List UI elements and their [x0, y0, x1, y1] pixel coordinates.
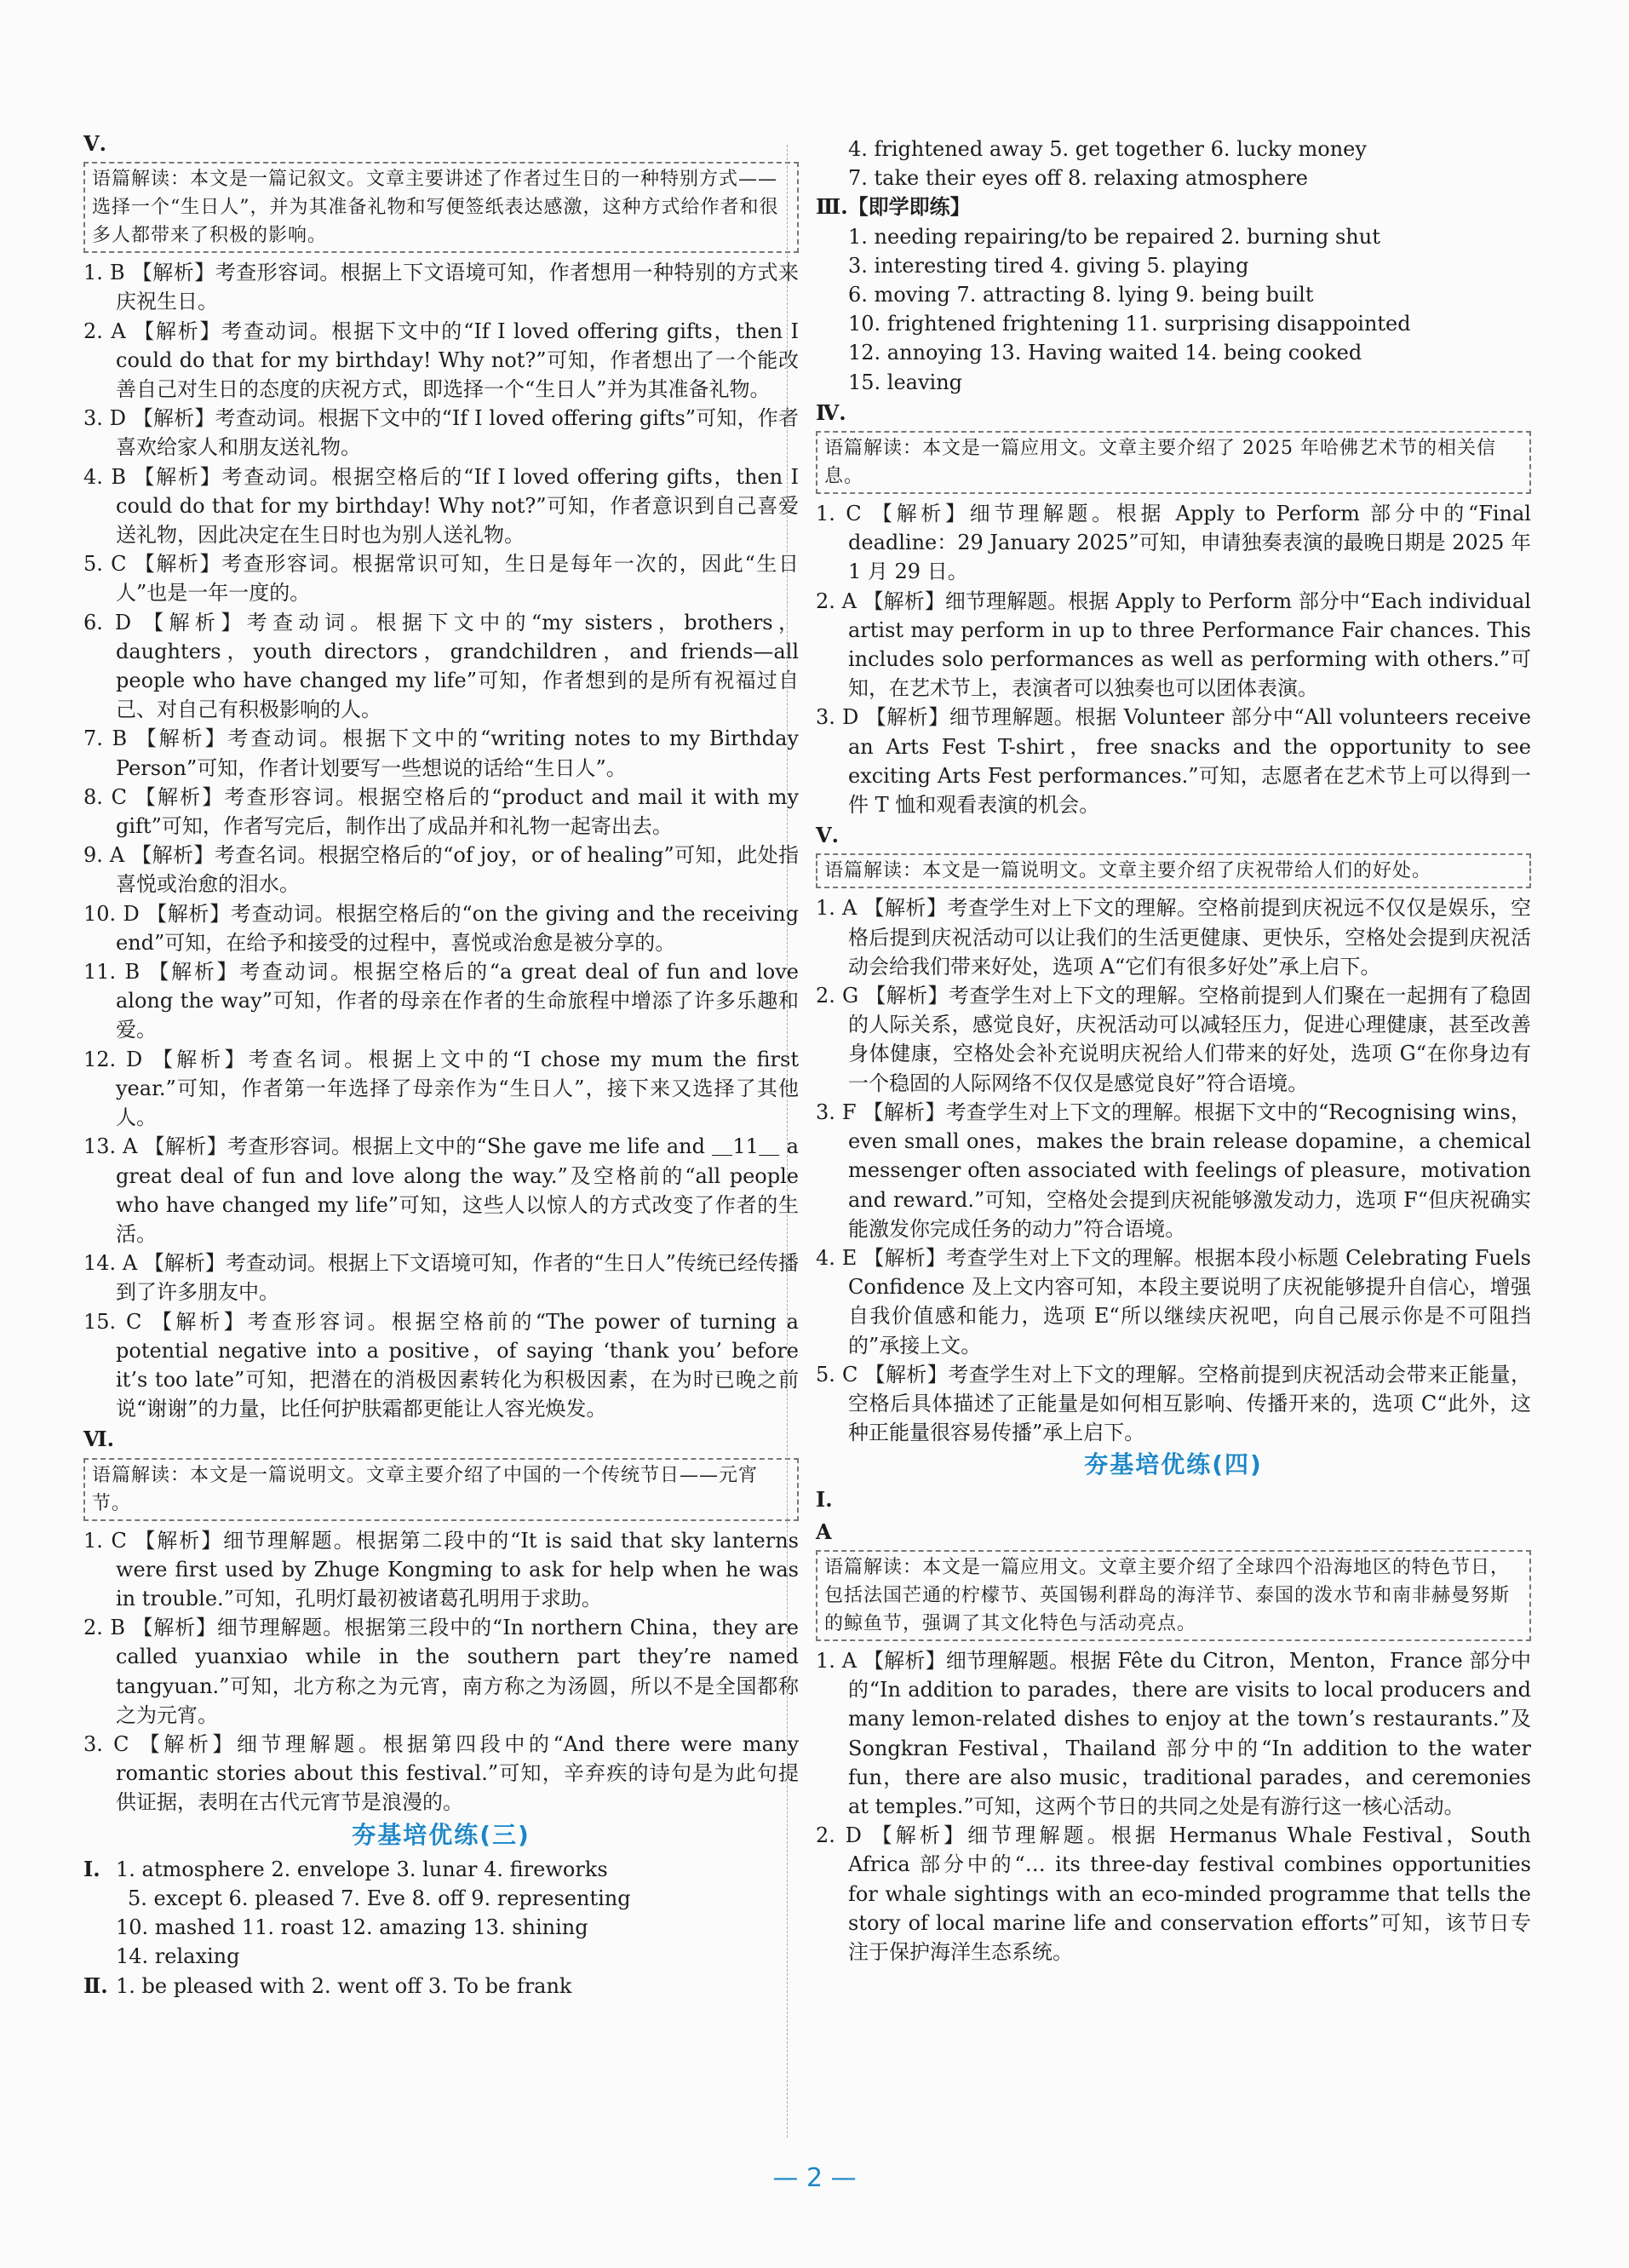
- answer-item: 9. A 【解析】考查名词。根据空格后的“of joy，or of healing”可知，此处指喜悦或治愈的泪水。: [83, 843, 799, 897]
- answer-line: 4. frightened away 5. get together 6. lucky money: [848, 137, 1367, 161]
- answer-line: 10. frightened frightening 11. surprising disappointed: [848, 312, 1411, 336]
- answer-item: 2. A 【解析】细节理解题。根据 Apply to Perform 部分中“Each individual artist may perform in up to three Performance Fair chances. This includes solo performances as well as performing with others.”可知，在艺术节上，表演者可以独奏也可以团体表演。: [816, 589, 1531, 701]
- answer-line: 7. take their eyes off 8. relaxing atmosphere: [848, 166, 1308, 191]
- answer-item: 15. C 【解析】考查形容词。根据空格前的“The power of turning a potential negative into a positive，of saying ‘thank you’ before it’s too late”可知，把潜在的消极因素转化为积极因素，在为时已晚之前说“谢谢”的力量，比任何护肤霜都更能让人容光焕发。: [83, 1309, 799, 1421]
- answer-item: 2. A 【解析】考查动词。根据下文中的“If I loved offering gifts，then I could do that for my birthday! Why not?”可知，作者想出了一个能改善自己对生日的态度的庆祝方式，即选择一个“生日人”并为其准备礼物。: [83, 319, 799, 402]
- answer-line: 14. relaxing: [116, 1944, 240, 1969]
- answer-list: [83, 258, 799, 1423]
- answer-item: 5. C 【解析】考查学生对上下文的理解。空格前提到庆祝活动会带来正能量，空格后具体描述了正能量是如何相互影响、传播开来的，选项 C“此外，这种正能量很容易传播”承上启下。: [816, 1362, 1531, 1445]
- exercise-i-answers: [116, 1855, 631, 1972]
- answer-item: 2. D 【解析】细节理解题。根据 Hermanus Whale Festival，South Africa 部分中的“… its three-day festival combines opportunities for whale sightings with an eco-minded programme that tells the story of local marine life and conservation efforts”可知，该节日专注于保护海洋生态系统。: [816, 1823, 1531, 1964]
- answer-item: 1. C 【解析】细节理解题。根据 Apply to Perform 部分中的“Final deadline：29 January 2025”可知，申请独奏表演的最晚日期是 2025 年 1 月 29 日。: [816, 502, 1531, 584]
- exercise-i: [83, 1855, 799, 1972]
- answer-line: 3. interesting tired 4. giving 5. playing: [848, 253, 1249, 278]
- answer-list: [816, 1646, 1531, 1967]
- answer-item: 8. C 【解析】考查形容词。根据空格后的“product and mail it with my gift”可知，作者写完后，制作出了成品并和礼物一起寄出去。: [83, 784, 799, 839]
- answer-line: 1. needing repairing/to be repaired 2. burning shut: [848, 224, 1380, 249]
- answer-line: 6. moving 7. attracting 8. lying 9. being built: [848, 283, 1314, 307]
- answer-item: 5. C 【解析】考查形容词。根据常识可知，生日是每年一次的，因此“生日人”也是一年一度的。: [83, 552, 799, 606]
- answer-line: 5. except 6. pleased 7. Eve 8. off 9. representing: [128, 1886, 631, 1910]
- answer-line: 12. annoying 13. Having waited 14. being cooked: [848, 341, 1362, 365]
- exercise-ii: [83, 1972, 799, 2001]
- section-vi-heading: Ⅵ.: [83, 1427, 114, 1452]
- passage-summary-box: 语篇解读：本文是一篇说明文。文章主要介绍了庆祝带给人们的好处。: [816, 853, 1531, 888]
- answer-item: 2. B 【解析】细节理解题。根据第三段中的“In northern China，they are called yuanxiao while in the southern part they’re named tangyuan.”可知，北方称之为元宵，南方称之为汤圆，所以不是全国都称之为元宵。: [83, 1616, 799, 1727]
- exercise-title-3: 夯基培优练(三): [352, 1820, 531, 1849]
- section-a-heading: A: [816, 1519, 832, 1544]
- answer-list: [816, 499, 1531, 819]
- answer-item: 10. D 【解析】考查动词。根据空格后的“on the giving and the receiving end”可知，在给予和接受的过程中，喜悦或治愈是被分享的。: [83, 901, 799, 955]
- answer-item: 1. A 【解析】考查学生对上下文的理解。空格前提到庆祝远不仅仅是娱乐，空格后提到庆祝活动可以让我们的生活更健康、更快乐，空格处会提到庆祝活动会给我们带来好处，选项 A“它们有很多好处”承上启下。: [816, 896, 1531, 979]
- answer-item: 2. G 【解析】考查学生对上下文的理解。空格前提到人们聚在一起拥有了稳固的人际关系，感觉良好，庆祝活动可以减轻压力，促进心理健康，甚至改善身体健康，空格处会补充说明庆祝给人们带来的好处，选项 G“在你身边有一个稳固的人际网络不仅仅是感觉良好”符合语境。: [816, 984, 1531, 1095]
- exercise-i-label: Ⅰ.: [83, 1856, 100, 1881]
- exercise-title-4: 夯基培优练(四): [1084, 1450, 1263, 1479]
- answer-list: [816, 893, 1531, 1447]
- answer-line: 15. leaving: [848, 370, 963, 394]
- right-column: [816, 135, 1531, 1967]
- answer-item: 11. B 【解析】考查动词。根据空格后的“a great deal of fun and love along the way”可知，作者的母亲在作者的生命旅程中增添了许多乐趣和爱。: [83, 960, 799, 1042]
- answer-item: 12. D 【解析】考查名词。根据上文中的“I chose my mum the first year.”可知，作者第一年选择了母亲作为“生日人”，接下来又选择了其他人。: [83, 1047, 799, 1130]
- answer-item: 3. D 【解析】细节理解题。根据 Volunteer 部分中“All volunteers receive an Arts Fest T-shirt，free snacks and the opportunity to see exciting Arts Fest performances.”可知，志愿者在艺术节上可以得到一件 T 恤和观看表演的机会。: [816, 705, 1531, 818]
- answer-item: 3. D 【解析】考查动词。根据下文中的“If I loved offering gifts”可知，作者喜欢给家人和朋友送礼物。: [83, 406, 799, 460]
- column-divider: [787, 145, 788, 2138]
- exercise-ii-continued: [816, 135, 1531, 192]
- section-v-heading: Ⅴ.: [816, 823, 839, 848]
- exercise-iii-answers: [816, 222, 1531, 397]
- passage-summary-box: 语篇解读：本文是一篇应用文。文章主要介绍了 2025 年哈佛艺术节的相关信息。: [816, 431, 1531, 494]
- exercise-ii-label: Ⅱ.: [83, 1972, 108, 1998]
- answer-item: 3. C 【解析】细节理解题。根据第四段中的“And there were many romantic stories about this festival.”可知，辛弃疾的诗句是为此句提供证据，表明在古代元宵节是浪漫的。: [83, 1731, 799, 1815]
- answer-line: 1. be pleased with 2. went off 3. To be frank: [116, 1973, 572, 1998]
- page-number: — 2 —: [772, 2163, 857, 2193]
- answer-item: 7. B 【解析】考查动词。根据下文中的“writing notes to my Birthday Person”可知，作者计划要写一些想说的话给“生日人”。: [83, 726, 799, 780]
- answer-item: 1. B 【解析】考查形容词。根据上下文语境可知，作者想用一种特别的方式来庆祝生日。: [83, 261, 799, 314]
- passage-summary-box: 语篇解读：本文是一篇记叙文。文章主要讲述了作者过生日的一种特别方式——选择一个“生日人”，并为其准备礼物和写便签纸表达感激，这种方式给作者和很多人都带来了积极的影响。: [83, 162, 799, 253]
- exercise-iii-heading: Ⅲ.【即学即练】: [816, 194, 971, 220]
- passage-summary-box: 语篇解读：本文是一篇说明文。文章主要介绍了中国的一个传统节日——元宵节。: [83, 1458, 799, 1521]
- answer-list: [83, 1526, 799, 1817]
- passage-summary-box: 语篇解读：本文是一篇应用文。文章主要介绍了全球四个沿海地区的特色节日，包括法国芒通的柠檬节、英国锡利群岛的海洋节、泰国的泼水节和南非赫曼努斯的鲸鱼节，强调了其文化特色与活动亮点。: [816, 1550, 1531, 1641]
- answer-line: 1. atmosphere 2. envelope 3. lunar 4. fireworks: [116, 1857, 608, 1881]
- answer-item: 4. B 【解析】考查动词。根据空格后的“If I loved offering gifts，then I could do that for my birthday! Why not?”可知，作者意识到自己喜爱送礼物，因此决定在生日时也为别人送礼物。: [83, 464, 799, 548]
- answer-item: 3. F 【解析】考查学生对上下文的理解。根据下文中的“Recognising wins，even small ones，makes the brain release dopamine，a chemical messenger often associated with feelings of pleasure，motivation and reward.”可知，空格处会提到庆祝能够激发动力，选项 F“但庆祝确实能激发你完成任务的动力”符合语境。: [816, 1100, 1531, 1241]
- answer-item: 1. A 【解析】细节理解题。根据 Fête du Citron，Menton，France 部分中的“In addition to parades，there are visits to local producers and many lemon-related dishes to enjoy at the town’s restaurants.”及 Songkran Festival，Thailand 部分中的“In addition to the water fun，there are also music，traditional parades，and ceremonies at temples.”可知，这两个节日的共同之处是有游行这一核心活动。: [816, 1648, 1531, 1818]
- section-v-heading: Ⅴ.: [83, 131, 106, 156]
- answer-line: 10. mashed 11. roast 12. amazing 13. shining: [116, 1915, 588, 1940]
- section-iv-heading: Ⅳ.: [816, 399, 846, 425]
- answer-item: 1. C 【解析】细节理解题。根据第二段中的“It is said that sky lanterns were first used by Zhuge Kongming to ask for help when he was in trouble.”可知，孔明灯最初被诸葛孔明用于求助。: [83, 1528, 799, 1611]
- section-i-heading: Ⅰ.: [816, 1486, 833, 1512]
- left-column: [83, 128, 799, 2001]
- answer-item: 14. A 【解析】考查动词。根据上下文语境可知，作者的“生日人”传统已经传播到了许多朋友中。: [83, 1251, 799, 1305]
- answer-item: 13. A 【解析】考查形容词。根据上文中的“She gave me life and ＿11＿ a great deal of fun and love along the way.”及空格前的“all people who have changed my life”可知，这些人以惊人的方式改变了作者的生活。: [83, 1134, 799, 1246]
- answer-item: 4. E 【解析】考查学生对上下文的理解。根据本段小标题 Celebrating Fuels Confidence 及上文内容可知，本段主要说明了庆祝能够提升自信心，增强自我价值感和能力，选项 E“所以继续庆祝吧，向自己展示你是不可阻挡的”承接上文。: [816, 1245, 1531, 1358]
- answer-item: 6. D 【解析】考查动词。根据下文中的“my sisters，brothers，daughters，youth directors，grandchildren，and friends—all people who have changed my life”可知，作者想到的是所有祝福过自己、对自己有积极影响的人。: [83, 610, 799, 722]
